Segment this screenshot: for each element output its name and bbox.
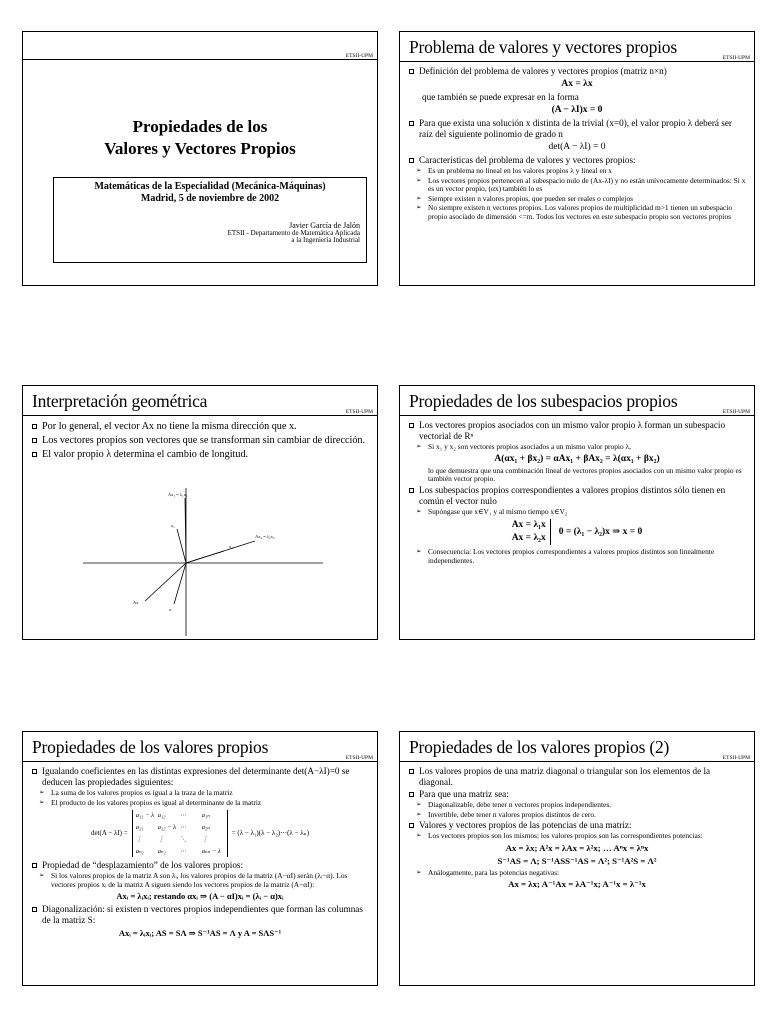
sys-line-1: Ax = λ₁x <box>511 520 546 531</box>
matrix-cell: ⋮ <box>135 836 143 844</box>
det-label: det(A − λI) = <box>90 829 128 838</box>
label-ax1: Ax₁ = λ₁x₁ <box>168 492 188 497</box>
bullet: Características del problema de valores y vectores propios: <box>408 155 746 166</box>
header-rule <box>23 409 377 416</box>
matrix-cell: ⋯ <box>179 812 187 820</box>
course-name: Matemáticas de la Especialidad (Mecánica-Máquinas) <box>94 181 326 192</box>
matrix-cell: aₙ₁ <box>135 848 144 856</box>
label-x1: x₁ <box>171 523 175 528</box>
equation: Ax = λx; A²x = λAx = λ²x; … Aⁿx = λⁿx <box>505 842 649 853</box>
slide-subspaces <box>399 385 755 640</box>
header-rule <box>23 53 377 60</box>
sub-bullet: ➢ Si los valores propios de la matriz A son λᵢ, los valores propios de la matriz (A−αI) serán (λᵢ−α). Los vectores propios xᵢ de la matriz A siguen siendo los vectores propios de la matriz (A−αI): <box>31 872 369 889</box>
slide-eigen-problem <box>399 31 755 286</box>
slide-title: Propiedades de los valores propios (2) <box>409 737 670 757</box>
equation: Axᵢ = λᵢxᵢ; AS = SΛ ⇒ S⁻¹AS = Λ y A = SΛS⁻¹ <box>118 928 282 939</box>
author-block <box>228 222 360 245</box>
sys-result: 0 = (λ₁ − λ₂)x ⇒ x = 0 <box>558 526 643 537</box>
label-ax2: Ax₂ = λ₂x₂ <box>255 534 275 539</box>
slide-eigen-properties <box>22 731 378 986</box>
header-rule <box>400 55 754 62</box>
course-date: Madrid, 5 de noviembre de 2002 <box>140 193 280 204</box>
matrix-cell: aₙ₂ <box>157 848 166 856</box>
sub-bullet: ➢ No siempre existen n vectores propios. Los valores propios de multiplicidad m>1 tienen un subespacio propio asociado de dimensión <=m. Todos los vectores en este subespacio propio son vectores propios <box>408 204 746 221</box>
matrix-cell: a₂ₙ <box>201 824 210 832</box>
label-x: x <box>169 607 172 612</box>
matrix-cell: aₙₙ − λ <box>201 848 221 856</box>
sub-bullet: ➢ La suma de los valores propios es igual a la traza de la matriz <box>31 789 369 798</box>
label-x2: x₂ <box>229 544 233 549</box>
vector-x <box>174 563 186 604</box>
slide-title: Propiedades de los subespacios propios <box>409 391 678 411</box>
bullet: Los subespacios propios correspondientes a valores propios distintos sólo tienen en común el vector nulo <box>408 485 746 507</box>
dept-line-1: ETSII - Departamento de Matemática Aplicada <box>227 228 360 237</box>
bullet: Propiedad de “desplazamiento” de los valores propios: <box>31 860 369 871</box>
sub-bullet: ➢ Análogamente, para las potencias negativas: <box>408 869 746 878</box>
equation: (A − λI)x = 0 <box>551 105 603 115</box>
equation-system <box>408 519 746 545</box>
sub-bullet: ➢ Diagonalizable, debe tener n vectores propios independientes. <box>408 801 746 810</box>
header-rule <box>400 409 754 416</box>
bullet: Los vectores propios son vectores que se transforman sin cambiar de dirección. <box>31 435 369 447</box>
org-label: ETSII-UPM <box>345 755 373 761</box>
text-line: lo que demuestra que una combinación lineal de vectores propios asociados con un mismo valor propio es también vector propio. <box>428 465 742 484</box>
bullet: Para que exista una solución x distinta de la trivial (x=0), el valor propio λ deberá ser raíz del siguiente polinomio de grado n <box>408 118 746 140</box>
course-box <box>53 177 367 263</box>
header-rule <box>400 755 754 762</box>
sub-bullet: ➢ El producto de los valores propios es igual al determinante de la matriz <box>31 799 369 808</box>
slide-geometric <box>22 385 378 640</box>
title-line-1: Propiedades de los <box>132 117 268 136</box>
bullet: Diagonalización: si existen n vectores propios independientes que forman las columnas de la matriz S: <box>31 904 369 926</box>
equation: Ax = λx <box>561 79 593 89</box>
sub-bullet: ➢ Los vectores propios pertenecen al subespacio nulo de (Ax-λI) y no están unívocamente determinados: Si x es un vector propio, (αx) también lo es <box>408 177 746 194</box>
equation: Axᵢ = λᵢxᵢ; restando αxᵢ ⇒ (A − αI)xᵢ = (λᵢ − α)xᵢ <box>116 891 284 902</box>
matrix-cell: ⋮ <box>201 836 209 844</box>
header-rule <box>23 755 377 762</box>
matrix-cell: ⋯ <box>179 824 187 832</box>
matrix-cell: a₁₂ <box>157 812 166 820</box>
org-label: ETSII-UPM <box>722 409 750 415</box>
author-name: Javier García de Jalón <box>289 221 360 230</box>
bullet: Los valores propios de una matriz diagonal o triangular son los elementos de la diagonal. <box>408 766 746 788</box>
matrix-cell: a₁ₙ <box>201 812 210 820</box>
matrix-cell: ⋮ <box>157 836 165 844</box>
matrix-cell: a₂₂ − λ <box>157 824 176 832</box>
det-rhs: = (λ − λ₁)(λ − λ₂)⋯(λ − λₙ) <box>231 829 310 838</box>
sys-line-2: Ax = λ₂x <box>511 533 546 544</box>
title-line-2: Valores y Vectores Propios <box>104 139 296 158</box>
org-label: ETSII-UPM <box>345 53 373 59</box>
equation: Ax = λx; A⁻¹Ax = λA⁻¹x; A⁻¹x = λ⁻¹x <box>508 879 646 890</box>
bullet: El valor propio λ determina el cambio de longitud. <box>31 449 369 461</box>
vector-x1 <box>177 529 186 563</box>
matrix-cell: a₁₁ − λ <box>135 812 154 820</box>
matrix-cell: ⋯ <box>179 848 187 856</box>
dept-line-2: a la Ingeniería Industrial <box>291 236 360 244</box>
bullet: Para que una matriz sea: <box>408 789 746 800</box>
matrix-grid <box>132 810 228 857</box>
bullet: Por lo general, el vector Ax no tiene la misma dirección que x. <box>31 421 369 433</box>
sub-bullet: ➢ Es un problema no lineal en los valores propios λ y lineal en x <box>408 167 746 176</box>
matrix-cell: ⋱ <box>179 836 187 844</box>
slide-title: Propiedades de los valores propios <box>32 737 269 757</box>
sub-bullet: ➢ Supóngase que x∈V₁ y al mismo tiempo x∈V₂ <box>408 508 746 517</box>
matrix-cell: a₂₁ <box>135 824 144 832</box>
sub-bullet: ➢ Los vectores propios son los mismos; los valores propios son las correspondientes potencias: <box>408 832 746 841</box>
equation: S⁻¹AS = Λ; S⁻¹ASS⁻¹AS = Λ²; S⁻¹A²S = Λ² <box>497 855 657 866</box>
equation: A(αx₁ + βx₂) = αAx₁ + βAx₂ = λ(αx₁ + βx₂) <box>494 453 660 464</box>
vector-diagram <box>23 488 378 638</box>
equation: det(A − λI) = 0 <box>548 142 606 152</box>
slide-title <box>22 31 378 286</box>
slide-title: Problema de valores y vectores propios <box>409 37 677 57</box>
sub-bullet: ➢ Si x₁ y x₂ son vectores propios asociados a un mismo valor propio λ, <box>408 443 746 452</box>
slide-main-title <box>23 116 377 160</box>
org-label: ETSII-UPM <box>345 409 373 415</box>
slide-eigen-properties-2 <box>399 731 755 986</box>
bullet: Definición del problema de valores y vectores propios (matriz n×n) <box>408 66 746 77</box>
sub-bullet: ➢ Invertible, debe tener n valores propios distintos de cero. <box>408 811 746 820</box>
determinant-expansion <box>31 810 369 857</box>
org-label: ETSII-UPM <box>722 55 750 61</box>
text-line: que también se puede expresar en la forma <box>422 92 579 102</box>
sub-bullet: ➢ Consecuencia: Los vectores propios correspondientes a valores propios distintos son linealmente independientes. <box>408 548 746 565</box>
label-ax: Ax <box>133 600 139 605</box>
slide-title: Interpretación geométrica <box>32 391 208 411</box>
bullet: Los vectores propios asociados con un mismo valor propio λ forman un subespacio vectorial de Rⁿ <box>408 420 746 442</box>
vector-x2 <box>186 551 224 563</box>
bullet: Igualando coeficientes en las distintas expresiones del determinante det(A−λI)=0 se deducen las propiedades siguientes: <box>31 766 369 788</box>
org-label: ETSII-UPM <box>722 755 750 761</box>
vector-ax <box>145 563 186 601</box>
bullet: Valores y vectores propios de las potencias de una matriz: <box>408 820 746 831</box>
sub-bullet: ➢ Siempre existen n valores propios, que pueden ser reales o complejos <box>408 195 746 204</box>
